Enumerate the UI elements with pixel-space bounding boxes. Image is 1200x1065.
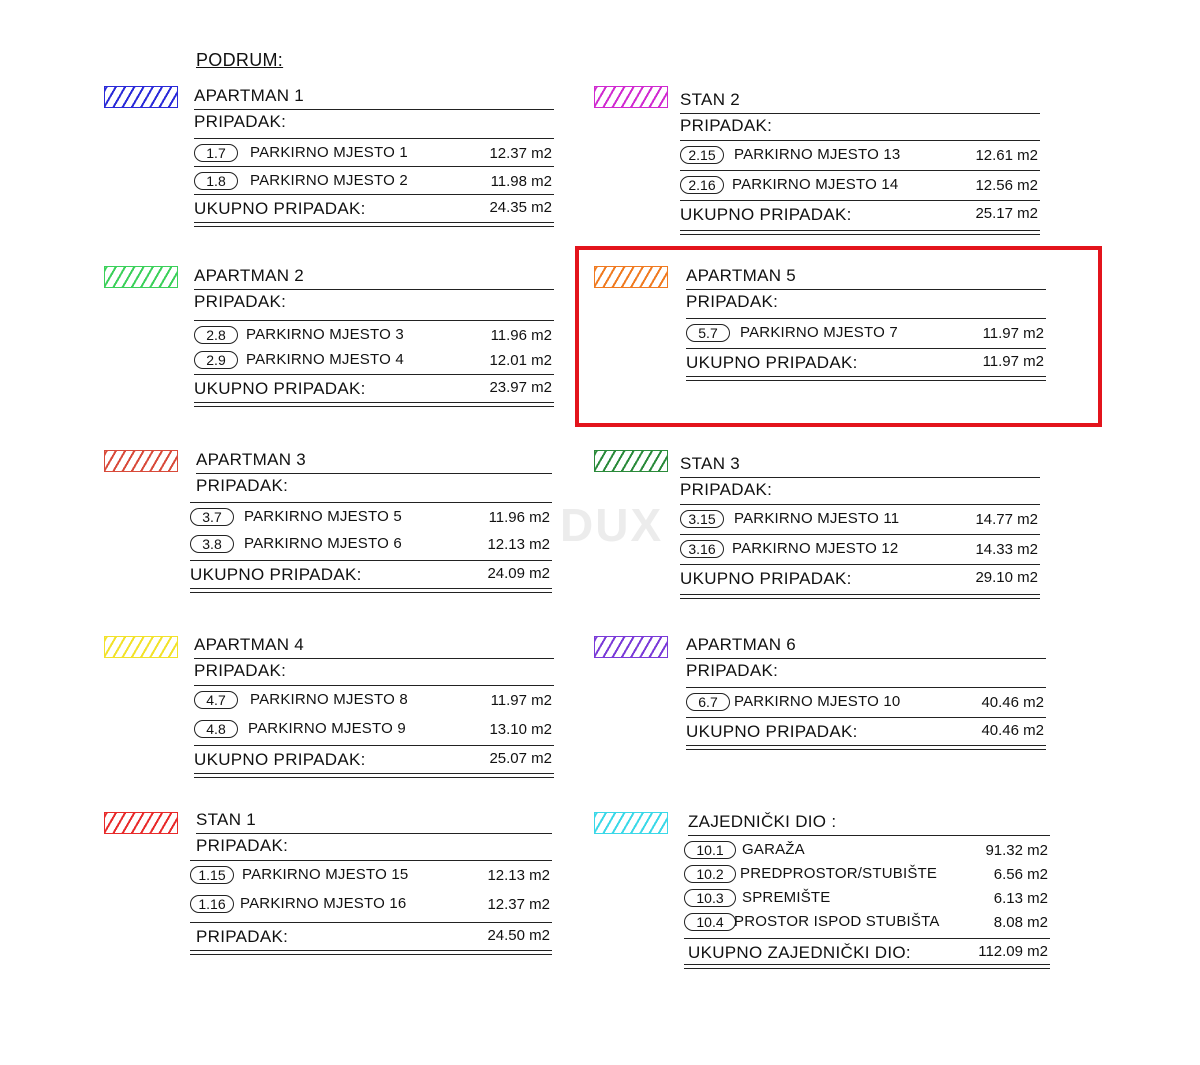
unit-total [190,560,552,589]
item-label: PARKIRNO MJESTO 2 [250,172,408,189]
total-label: PRIPADAK: [196,927,289,946]
item-label: PARKIRNO MJESTO 3 [246,326,404,343]
unit-subtitle: PRIPADAK: [194,292,287,311]
unit-subtitle: PRIPADAK: [196,476,289,495]
item-label: PARKIRNO MJESTO 15 [242,866,409,883]
item-label: PARKIRNO MJESTO 8 [250,691,408,708]
unit-total [680,200,1040,229]
total-value: 11.97 m2 [982,353,1044,370]
unit-block-apartman-3 [190,450,552,594]
item-badge: 1.15 [190,866,234,884]
unit-total [684,938,1050,967]
item-badge: 2.9 [194,351,238,369]
unit-subtitle: PRIPADAK: [686,661,779,680]
item-value: 11.96 m2 [490,327,552,344]
item-value: 12.01 m2 [489,352,552,369]
double-rule [190,588,552,593]
total-label: UKUPNO PRIPADAK: [194,379,366,398]
hatch-swatch-apartman-2 [104,266,178,288]
unit-total [190,922,552,951]
item-label: PARKIRNO MJESTO 4 [246,351,404,368]
item-value: 12.13 m2 [487,536,550,553]
double-rule [680,230,1040,235]
item-value: 8.08 m2 [993,914,1048,931]
unit-subtitle: PRIPADAK: [196,836,289,855]
item-badge: 1.16 [190,895,234,913]
item-label: PARKIRNO MJESTO 9 [248,720,406,737]
list-item [686,687,1046,716]
item-badge: 10.1 [684,841,736,859]
unit-block-zajednicki-dio [684,812,1050,972]
item-badge: 4.8 [194,720,238,738]
item-value: 12.61 m2 [975,147,1038,164]
unit-subtitle: PRIPADAK: [680,480,773,499]
unit-title: APARTMAN 1 [194,86,554,110]
unit-title: STAN 3 [680,454,1040,478]
list-item [190,502,552,531]
unit-total [194,374,554,403]
item-badge: 4.7 [194,691,238,709]
item-value: 40.46 m2 [981,694,1044,711]
list-item [194,138,554,167]
total-value: 112.09 m2 [978,943,1048,960]
unit-block-stan-3 [680,454,1040,600]
double-rule [194,773,554,778]
list-item [684,908,1050,936]
hatch-swatch-apartman-3 [104,450,178,472]
item-value: 12.37 m2 [489,145,552,162]
list-item [194,715,554,743]
item-label: PARKIRNO MJESTO 6 [244,535,402,552]
list-item [190,530,552,558]
item-value: 11.97 m2 [982,325,1044,342]
total-label: UKUPNO PRIPADAK: [686,353,858,372]
unit-title: APARTMAN 3 [196,450,552,474]
double-rule [194,402,554,407]
total-value: 24.50 m2 [487,927,550,944]
double-rule [686,745,1046,750]
item-badge: 3.16 [680,540,724,558]
unit-subtitle: PRIPADAK: [194,661,287,680]
item-value: 11.96 m2 [488,509,550,526]
total-value: 24.09 m2 [487,565,550,582]
double-rule [190,950,552,955]
list-item [680,504,1040,533]
item-value: 12.37 m2 [487,896,550,913]
unit-total [686,717,1046,746]
item-badge: 2.15 [680,146,724,164]
total-value: 29.10 m2 [975,569,1038,586]
total-label: UKUPNO PRIPADAK: [190,565,362,584]
item-label: PARKIRNO MJESTO 11 [734,510,900,527]
total-label: UKUPNO PRIPADAK: [680,205,852,224]
list-item [190,890,552,918]
list-item [680,534,1040,563]
unit-title: ZAJEDNIČKI DIO : [688,812,1050,836]
unit-title: APARTMAN 2 [194,266,554,290]
item-badge: 3.8 [190,535,234,553]
unit-block-apartman-2 [194,266,554,408]
section-heading: PODRUM: [196,50,284,70]
hatch-swatch-apartman-6 [594,636,668,658]
item-label: PARKIRNO MJESTO 5 [244,508,402,525]
unit-title: APARTMAN 5 [686,266,1046,290]
item-badge: 10.2 [684,865,736,883]
list-item [680,170,1040,199]
item-label: GARAŽA [742,841,805,858]
item-value: 12.13 m2 [487,867,550,884]
total-label: UKUPNO PRIPADAK: [194,750,366,769]
item-label: PREDPROSTOR/STUBIŠTE [740,865,938,882]
unit-title: STAN 1 [196,810,552,834]
item-label: PARKIRNO MJESTO 14 [732,176,899,193]
total-value: 25.17 m2 [975,205,1038,222]
item-badge: 1.7 [194,144,238,162]
item-label: PARKIRNO MJESTO 16 [240,895,407,912]
unit-total [680,564,1040,593]
unit-subtitle: PRIPADAK: [686,292,779,311]
total-value: 25.07 m2 [489,750,552,767]
item-label: PARKIRNO MJESTO 1 [250,144,408,161]
item-value: 11.97 m2 [490,692,552,709]
item-badge: 3.7 [190,508,234,526]
unit-title: APARTMAN 4 [194,635,554,659]
watermark-logo: DUX [560,499,664,551]
unit-block-stan-1 [190,810,552,958]
item-value: 14.77 m2 [975,511,1038,528]
item-badge: 5.7 [686,324,730,342]
list-item [194,320,554,349]
item-value: 11.98 m2 [490,173,552,190]
list-item [194,166,554,195]
item-value: 91.32 m2 [985,842,1048,859]
item-label: PARKIRNO MJESTO 7 [740,324,898,341]
item-badge: 10.4 [684,913,736,931]
hatch-swatch-stan-1 [104,812,178,834]
list-item [194,685,554,714]
unit-title: STAN 2 [680,90,1040,114]
total-value: 24.35 m2 [489,199,552,216]
total-label: UKUPNO PRIPADAK: [194,199,366,218]
hatch-swatch-zajednicki [594,812,668,834]
double-rule [684,964,1050,969]
list-item [194,346,554,374]
unit-subtitle: PRIPADAK: [194,112,287,131]
item-label: PARKIRNO MJESTO 12 [732,540,899,557]
total-label: UKUPNO PRIPADAK: [680,569,852,588]
item-label: SPREMIŠTE [742,889,831,906]
highlight-frame [575,246,1102,427]
total-label: UKUPNO PRIPADAK: [686,722,858,741]
item-badge: 6.7 [686,693,730,711]
item-label: PROSTOR ISPOD STUBIŠTA [734,913,940,930]
unit-total [194,745,554,774]
item-value: 13.10 m2 [489,721,552,738]
item-badge: 3.15 [680,510,724,528]
item-value: 12.56 m2 [975,177,1038,194]
hatch-swatch-apartman-1 [104,86,178,108]
item-badge: 10.3 [684,889,736,907]
total-value: 23.97 m2 [489,379,552,396]
hatch-swatch-apartman-4 [104,636,178,658]
unit-block-stan-2 [680,90,1040,238]
item-badge: 2.8 [194,326,238,344]
unit-total [194,194,554,223]
double-rule [194,222,554,227]
unit-title: APARTMAN 6 [686,635,1046,659]
item-label: PARKIRNO MJESTO 13 [734,146,901,163]
item-value: 6.13 m2 [993,890,1048,907]
item-value: 14.33 m2 [975,541,1038,558]
item-badge: 2.16 [680,176,724,194]
unit-subtitle: PRIPADAK: [680,116,773,135]
hatch-swatch-stan-2 [594,86,668,108]
unit-block-apartman-4 [194,635,554,779]
item-value: 6.56 m2 [993,866,1048,883]
total-label: UKUPNO ZAJEDNIČKI DIO: [688,943,911,962]
hatch-swatch-stan-3 [594,450,668,472]
double-rule [680,594,1040,599]
item-label: PARKIRNO MJESTO 10 [734,693,901,710]
item-badge: 1.8 [194,172,238,190]
unit-block-apartman-1 [194,86,554,231]
list-item [680,140,1040,169]
total-value: 40.46 m2 [981,722,1044,739]
list-item [190,860,552,889]
unit-block-apartman-6 [686,635,1046,747]
